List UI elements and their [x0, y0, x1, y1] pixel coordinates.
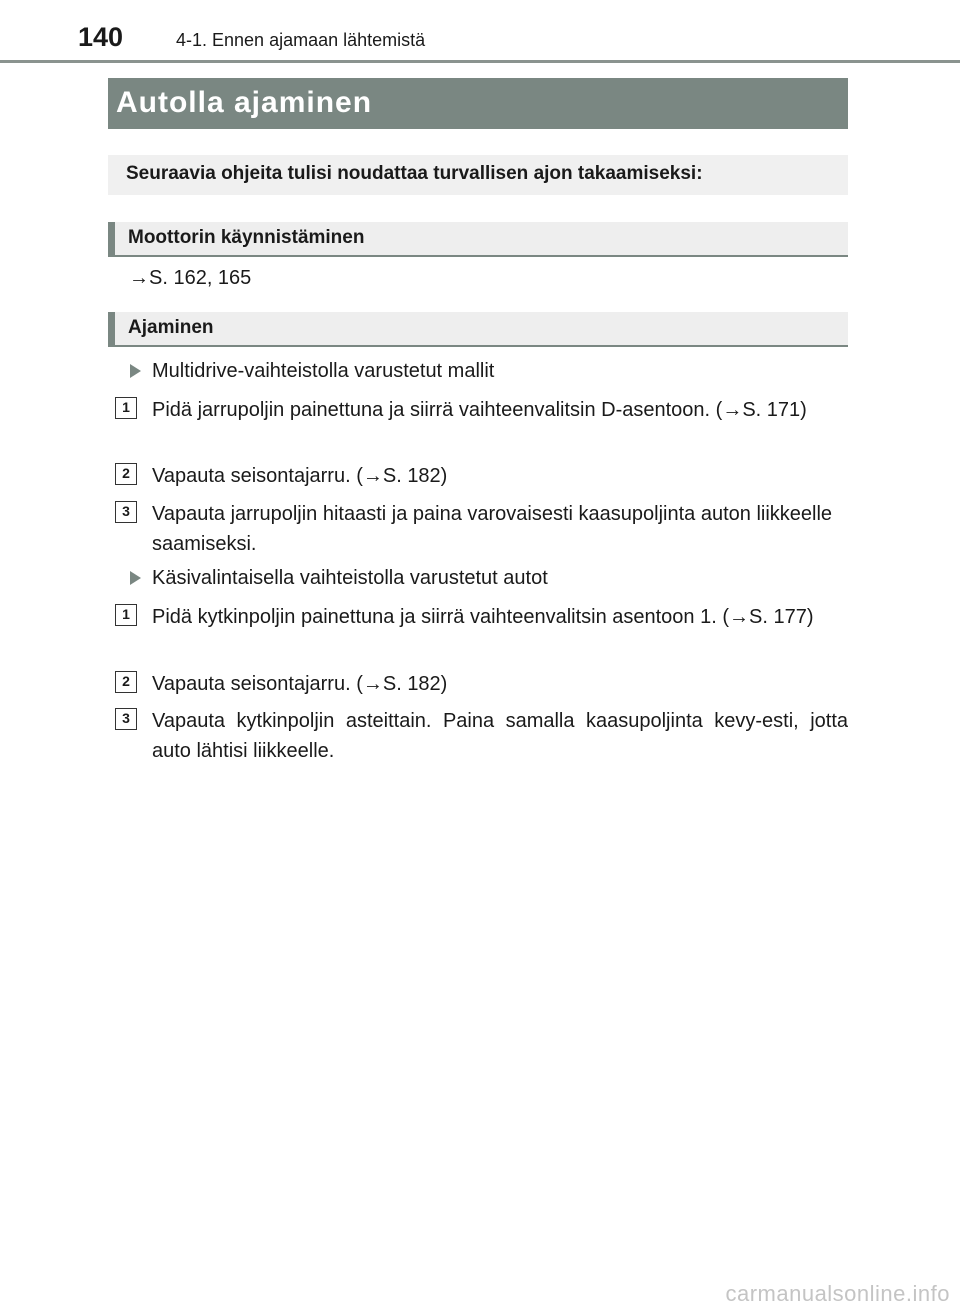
group-manual-title: [130, 567, 548, 590]
heading-driving: Ajaminen: [108, 312, 848, 347]
triangle-bullet-icon: [130, 364, 141, 378]
step-number-badge: 2: [115, 671, 137, 693]
intro-text: Seuraavia ohjeita tulisi noudattaa turvallisen ajon takaamiseksi:: [108, 155, 848, 195]
step-text: Pidä kytkinpoljin painettuna ja siirrä vaihteenvalitsin asentoon 1. (→S. 177): [152, 606, 814, 628]
step-number-badge: 3: [115, 708, 137, 730]
step-number-badge: 1: [115, 397, 137, 419]
group-title-text: Multidrive-vaihteistolla varustetut mallit: [152, 360, 495, 382]
page-number: 140: [78, 22, 124, 52]
step-text: Vapauta kytkinpoljin asteittain. Paina samalla kaasupoljinta kevy-esti, jotta auto lähtisi liikkeelle.: [152, 710, 848, 762]
step-text: Vapauta seisontajarru. (→S. 182): [152, 465, 448, 487]
step-number-badge: 2: [115, 463, 137, 485]
step-number-badge: 1: [115, 604, 137, 626]
heading-engine-start: Moottorin käynnistäminen: [108, 222, 848, 257]
engine-start-reference: →S. 162, 165: [129, 267, 252, 289]
section-title: Autolla ajaminen: [108, 78, 848, 129]
step-text: Vapauta jarrupoljin hitaasti ja paina varovaisesti kaasupoljinta auton liikkeelle saamiseksi.: [152, 503, 833, 555]
header-rule: [0, 60, 960, 63]
group-multidrive-title: [130, 360, 494, 383]
watermark: carmanualsonline.info: [725, 1281, 950, 1306]
step-number-badge: 3: [115, 501, 137, 523]
step-text: Pidä jarrupoljin painettuna ja siirrä vaihteenvalitsin D-asentoon. (→S. 171): [152, 399, 807, 421]
chapter-title: 4-1. Ennen ajamaan lähtemistä: [176, 30, 426, 50]
step-text: Vapauta seisontajarru. (→S. 182): [152, 673, 448, 695]
triangle-bullet-icon: [130, 571, 141, 585]
group-title-text: Käsivalintaisella vaihteistolla varustetut autot: [152, 567, 548, 589]
